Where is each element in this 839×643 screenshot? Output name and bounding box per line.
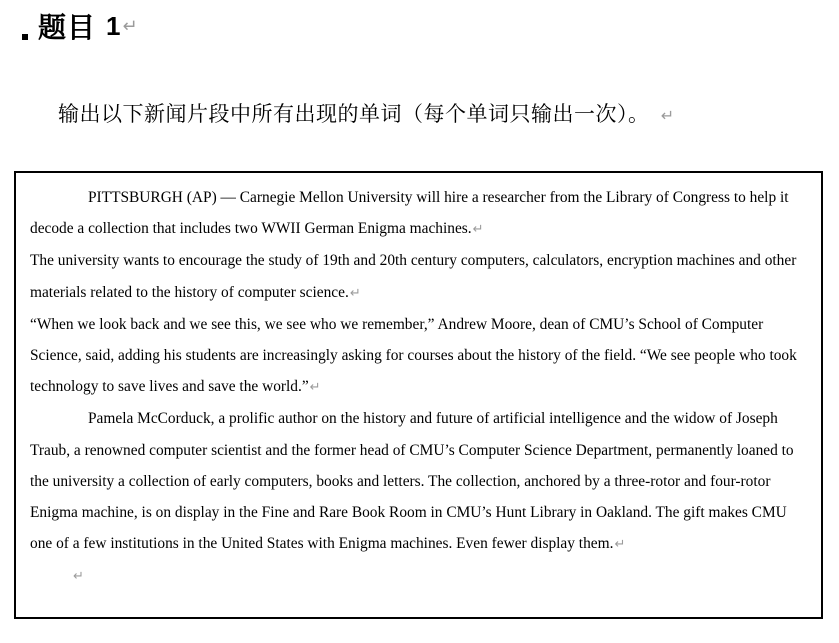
article-paragraph-text: The university wants to encourage the study of 19th and 20th century computers, calculators, encryption machines and other materials related to the history of computer science. <box>30 252 797 301</box>
news-excerpt-box <box>14 171 823 619</box>
heading-title: 题目 <box>38 11 97 44</box>
instruction-text: 输出以下新闻片段中所有出现的单词（每个单词只输出一次）。 <box>58 102 650 126</box>
paragraph-mark-icon: ↵ <box>349 285 361 301</box>
article-paragraph-text: “When we look back and we see this, we see who we remember,” Andrew Moore, dean of CMU’s School of Computer Science, said, adding his students are increasingly asking for courses about the history of the field. “We see people who took technology to save lives and save the world.” <box>30 315 797 396</box>
question-heading <box>22 6 138 46</box>
article-paragraph-text: Pamela McCorduck, a prolific author on the history and future of artificial intelligence and the widow of Joseph Traub, a renowned computer scientist and the former head of CMU’s Computer Science Department, permanently loaned to the university a collection of early computers, books and letters. The collection, anchored by a three-rotor and four-rotor Enigma machine, is on display in the Fine and Rare Book Room in CMU’s Hunt Library in Oakland. The gift makes CMU one of a few institutions in the United States with Enigma machines. Even fewer display them. <box>30 410 794 553</box>
article-paragraph-text: PITTSBURGH (AP) — Carnegie Mellon University will hire a researcher from the Library of Congress to help it decode a collection that includes two WWII German Enigma machines. <box>30 189 789 238</box>
paragraph-mark-icon: ↵ <box>309 380 321 396</box>
paragraph-mark-icon: ↵ <box>122 15 138 37</box>
article-paragraph <box>30 403 812 560</box>
paragraph-mark-icon: ↵ <box>73 569 84 585</box>
question-instruction <box>58 98 675 128</box>
news-article <box>30 182 812 593</box>
paragraph-mark-icon: ↵ <box>660 106 675 125</box>
paragraph-mark-icon: ↵ <box>614 537 626 553</box>
heading-number: 1 <box>106 10 121 41</box>
article-paragraph <box>30 182 812 245</box>
heading-list-bullet <box>22 34 28 40</box>
article-paragraph <box>30 245 812 308</box>
empty-paragraph <box>30 560 812 592</box>
paragraph-mark-icon: ↵ <box>472 222 484 238</box>
article-paragraph <box>30 309 812 404</box>
